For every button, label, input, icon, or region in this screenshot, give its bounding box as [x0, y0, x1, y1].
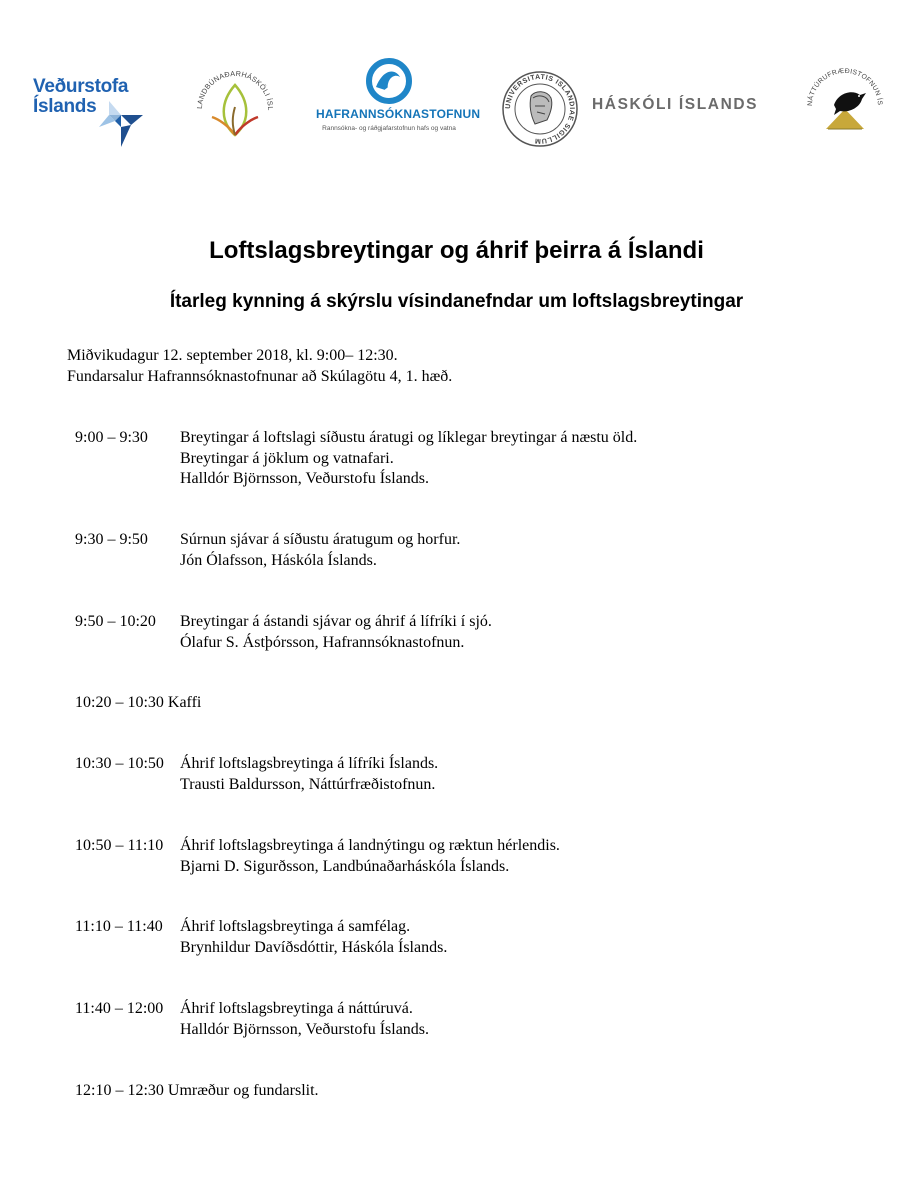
page-subtitle: Ítarleg kynning á skýrslu vísindanefndar um loftslagsbreytingar [169, 291, 744, 312]
hafro-logo-name: HAFRANNSÓKNASTOFNUN [316, 107, 481, 121]
schedule-title: Kaffi [167, 694, 202, 711]
lbhi-logo [190, 67, 280, 147]
lbhi-emblem-icon [190, 67, 280, 147]
vedurstofa-logo-line2: Íslands [33, 96, 97, 117]
hi-logo-name: HÁSKÓLI ÍSLANDS [592, 96, 759, 113]
hi-seal-icon [501, 70, 579, 148]
hafrannsoknastofnun-logo [316, 57, 481, 147]
schedule-line: Trausti Baldursson, Náttúrfræðistofnun. [180, 775, 436, 793]
schedule-line: Ólafur S. Ástþórsson, Hafrannsóknastofnun. [180, 633, 465, 651]
meeting-location: Fundarsalur Hafrannsóknastofnunar að Skúlagötu 4, 1. hæð. [67, 368, 453, 385]
schedule-line: Áhrif loftslagsbreytinga á náttúruvá. [180, 1000, 413, 1017]
schedule-line: Áhrif loftslagsbreytinga á samfélag. [180, 918, 411, 935]
ni-raven-icon [804, 65, 886, 147]
schedule-time: 9:30 – 9:50 [75, 531, 148, 548]
schedule-line: Áhrif loftslagsbreytinga á landnýtingu og ræktun hérlendis. [180, 837, 560, 854]
nattururfraedistofnun-logo [804, 65, 886, 147]
schedule-time: 12:10 – 12:30 [75, 1082, 164, 1099]
schedule-time: 9:00 – 9:30 [75, 429, 148, 446]
schedule-item [75, 1081, 319, 1102]
schedule-line: Breytingar á ástandi sjávar og áhrif á lífríki í sjó. [180, 613, 492, 630]
schedule-line: Áhrif loftslagsbreytinga á lífríki Íslands. [180, 755, 439, 772]
lbhi-logo-text: LANDBÚNAÐARHÁSKÓLI ÍSL [194, 68, 276, 111]
schedule-line: Halldór Björnsson, Veðurstofu Íslands. [180, 470, 430, 487]
hafro-logo-subtitle: Rannsókna- og ráðgjafarstofnun hafs og vatna [322, 125, 456, 132]
hi-seal-text: UNIVERSITATIS ISLANDIAE SIGILLUM [504, 73, 576, 145]
vedurstofa-logo-line1: Veðurstofa [33, 76, 129, 97]
schedule-time: 11:10 – 11:40 [75, 918, 163, 935]
schedule-line: Breytingar á loftslagi síðustu áratugi og líklegar breytingar á næstu öld. [180, 429, 638, 446]
schedule-line: Súrnun sjávar á síðustu áratugum og horfur. [180, 531, 461, 548]
schedule-time: 9:50 – 10:20 [75, 613, 156, 630]
vedurstofa-logo [33, 75, 148, 151]
meeting-date: Miðvikudagur 12. september 2018, kl. 9:00– 12:30. [67, 347, 398, 364]
schedule-title: Umræður og fundarslit. [167, 1082, 319, 1099]
hi-seal-logo [501, 70, 579, 148]
vedurstofa-mark-icon [85, 93, 149, 151]
schedule-line: Breytingar á jöklum og vatnafari. [180, 449, 394, 467]
schedule-line: Bjarni D. Sigurðsson, Landbúnaðarháskóla Íslands. [180, 857, 510, 875]
schedule-time: 10:50 – 11:10 [75, 837, 164, 854]
schedule-time: 10:20 – 10:30 [75, 694, 164, 711]
schedule-time: 10:30 – 10:50 [75, 755, 164, 772]
schedule-line: Halldór Björnsson, Veðurstofu Íslands. [180, 1020, 430, 1038]
schedule-line: Jón Ólafsson, Háskóla Íslands. [180, 551, 377, 569]
schedule-line: Brynhildur Davíðsdóttir, Háskóla Íslands. [180, 938, 448, 956]
schedule-time: 11:40 – 12:00 [75, 1000, 164, 1017]
page-title: Loftslagsbreytingar og áhrif þeirra á Íslandi [209, 237, 704, 264]
hafro-wave-icon [364, 57, 414, 105]
ni-logo-text: NÁTTÚRUFRÆÐISTOFNUN ÍS [806, 67, 884, 107]
schedule-item [75, 693, 201, 714]
